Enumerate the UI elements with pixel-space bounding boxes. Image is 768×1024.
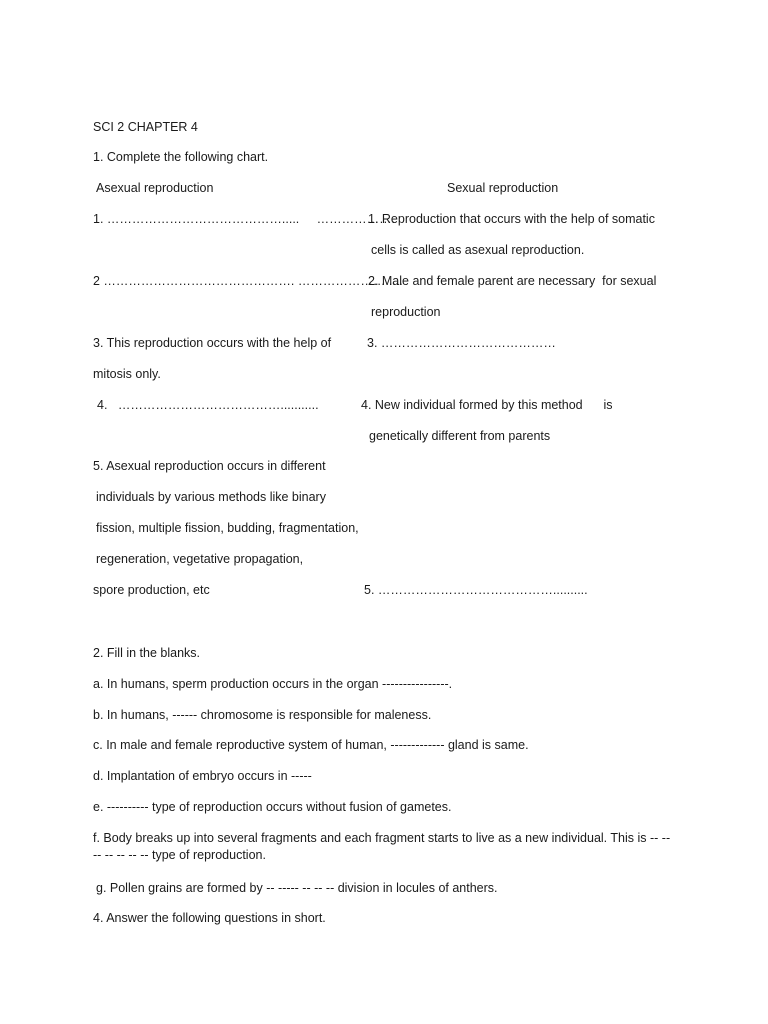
blank-item-f: f. Body breaks up into several fragments and each fragment starts to live as a new individual. This is -- -- -- -- -- -- -- type of reproduction.: [93, 831, 671, 862]
asexual-row-5-line-5: spore production, etc: [93, 583, 210, 597]
sexual-row-3: 3. ……………………………………: [367, 336, 556, 350]
sexual-row-1-line-1: 1. Reproduction that occurs with the help of somatic: [368, 212, 655, 226]
sexual-row-4-line-2: genetically different from parents: [369, 429, 551, 443]
asexual-row-2: 2 ………………………………………. ………………….....: [93, 274, 403, 288]
asexual-row-3-line-2: mitosis only.: [93, 367, 161, 381]
blank-item-a: a. In humans, sperm production occurs in the organ ----------------.: [93, 677, 453, 691]
column-header-sexual: Sexual reproduction: [447, 181, 559, 195]
sexual-row-1-line-2: cells is called as asexual reproduction.: [371, 243, 585, 257]
blank-item-e: e. ---------- type of reproduction occurs without fusion of gametes.: [93, 800, 452, 814]
sexual-row-2-line-1: 2. Male and female parent are necessary for sexual: [368, 274, 657, 288]
blank-item-g: g. Pollen grains are formed by -- ----- -- -- -- division in locules of anthers.: [96, 881, 498, 895]
sexual-row-2-line-2: reproduction: [371, 305, 441, 319]
asexual-row-4: 4. …………………………………...........: [97, 398, 319, 412]
asexual-row-5-line-2: individuals by various methods like binary: [96, 490, 326, 504]
blank-item-c: c. In male and female reproductive system of human, ------------- gland is same.: [93, 738, 529, 752]
sexual-row-4-line-1: 4. New individual formed by this method is: [361, 398, 613, 412]
question-1-heading: 1. Complete the following chart.: [93, 150, 269, 164]
question-2-heading: 2. Fill in the blanks.: [93, 646, 200, 660]
sexual-row-5: 5. ……………………………………..........: [364, 583, 588, 597]
asexual-row-5-line-4: regeneration, vegetative propagation,: [96, 552, 304, 566]
asexual-row-1: 1. ……………………………………..... ……………….: [93, 212, 396, 226]
question-4-heading: 4. Answer the following questions in short.: [93, 911, 326, 925]
asexual-row-5-line-3: fission, multiple fission, budding, fragmentation,: [96, 521, 359, 535]
page-title: SCI 2 CHAPTER 4: [93, 120, 198, 134]
blank-item-b: b. In humans, ------ chromosome is responsible for maleness.: [93, 708, 432, 722]
asexual-row-5-line-1: 5. Asexual reproduction occurs in different: [93, 459, 326, 473]
asexual-row-3-line-1: 3. This reproduction occurs with the help of: [93, 336, 332, 350]
column-header-asexual: Asexual reproduction: [96, 181, 214, 195]
blank-item-d: d. Implantation of embryo occurs in -----: [93, 769, 312, 783]
